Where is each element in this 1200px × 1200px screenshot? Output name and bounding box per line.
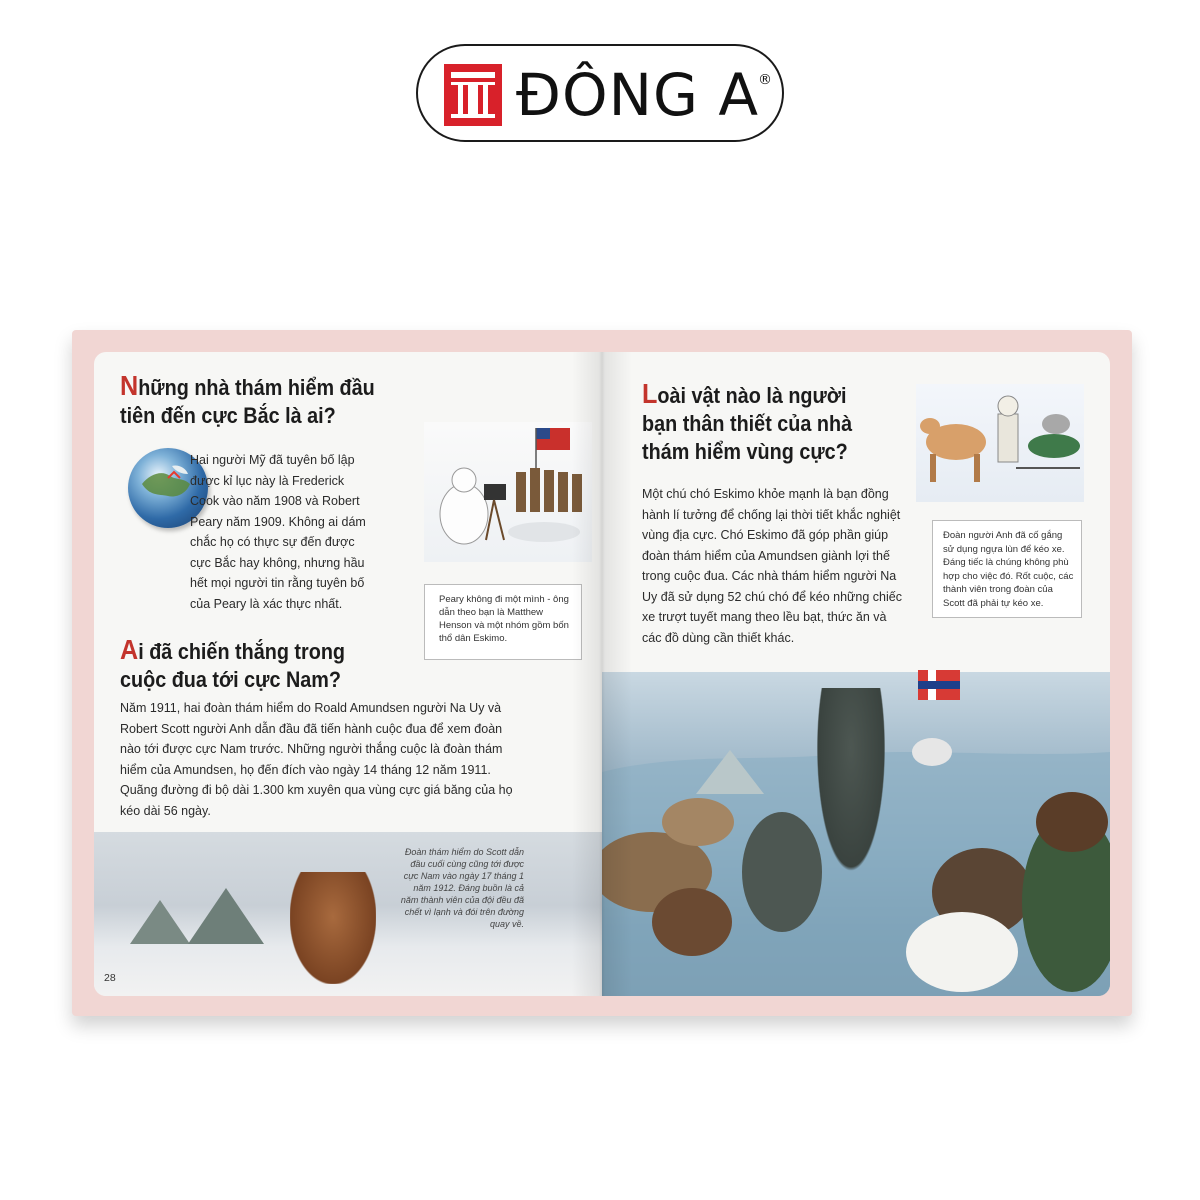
section1-caption: Peary không đi một mình - ông dẫn theo bạn là Matthew Henson và một nhóm gồm bốn thổ dân Eskimo. [439,594,569,644]
section1-dropcap: N [120,370,139,401]
book-spread [72,330,1132,1016]
tent-icon [188,888,264,944]
left-page [94,352,602,996]
pony-sled-illustration [916,384,1084,502]
explorer-figure [812,688,890,888]
brand-logo [416,44,784,142]
section2-body: Năm 1911, hai đoàn thám hiểm do Roald Amundsen người Na Uy và Robert Scott người Anh dẫn đầu đã tiến hành cuộc đua để xem đoàn nào tới được cực Nam trước. Những người thắng cuộc là đoàn thám hiểm của Amundsen, họ đến đích vào ngày 14 tháng 12 năm 1911. Quãng đường đi bộ dài 1.300 km xuyên qua vùng cực giá băng của họ kéo dài 56 ngày. [120,701,513,818]
peary-illustration [424,422,592,562]
section1-body: Hai người Mỹ đã tuyên bố lập được kỉ lục này là Frederick Cook vào năm 1908 và Robert Peary năm 1909. Không ai dám chắc họ có thực sự đến được cực Bắc hay không, nhưng hầu hết mọi người tin rằng tuyên bố của Peary là xác thực nhất. [190,453,366,611]
right-caption: Đoàn người Anh đã cố gắng sử dụng ngựa lùn để kéo xe. Đáng tiếc là chúng không phù hợp cho việc đó. Rốt cuộc, các thành viên trong đoàn của Scott đã phải tự kéo xe. [943,530,1074,609]
tent-icon [130,900,190,944]
right-body: Một chú chó Eskimo khỏe mạnh là bạn đồng hành lí tưởng để chống lại thời tiết khắc nghiệt vùng địa cực. Chó Eskimo đã góp phần giúp đoàn thám hiểm của Amundsen giành lợi thế trong cuộc đua. Các nhà thám hiểm người Na Uy đã sử dụng 52 chú chó để kéo những chiếc xe trượt tuyết mang theo lều bạt, thức ăn và các đồ dùng cần thiết khác. [642,487,902,645]
right-caption-box [932,520,1082,618]
right-dropcap: L [642,378,658,409]
section2-dropcap: A [120,634,139,665]
section2-heading [120,636,390,694]
explorer-figure [290,872,376,984]
right-heading [642,380,867,466]
section1-caption-box [424,584,582,660]
section2-heading-text: i đã chiến thắng trong cuộc đua tới cực Nam? [120,639,346,692]
logo-mark-icon [444,64,502,126]
norway-flag-icon [918,670,960,700]
right-page [602,352,1110,996]
section1-heading [120,372,390,430]
page-number: 28 [104,972,116,984]
registered-mark: ® [758,72,772,88]
tent-icon [696,750,764,794]
section1-heading-text: hững nhà thám hiểm đầu tiên đến cực Bắc là ai? [120,375,375,428]
brand-name: ĐÔNG A [516,61,760,129]
section2-caption: Đoàn thám hiểm do Scott dẫn đầu cuối cùng cũng tới được cực Nam vào ngày 17 tháng 1 năm 1912. Đáng buồn là cả năm thành viên của đội đều đã chết vì lạnh và đói trên đường quay về. [400,847,524,929]
right-heading-text: oài vật nào là người bạn thân thiết của nhà thám hiểm vùng cực? [642,383,853,464]
section1-body-top [190,450,372,614]
